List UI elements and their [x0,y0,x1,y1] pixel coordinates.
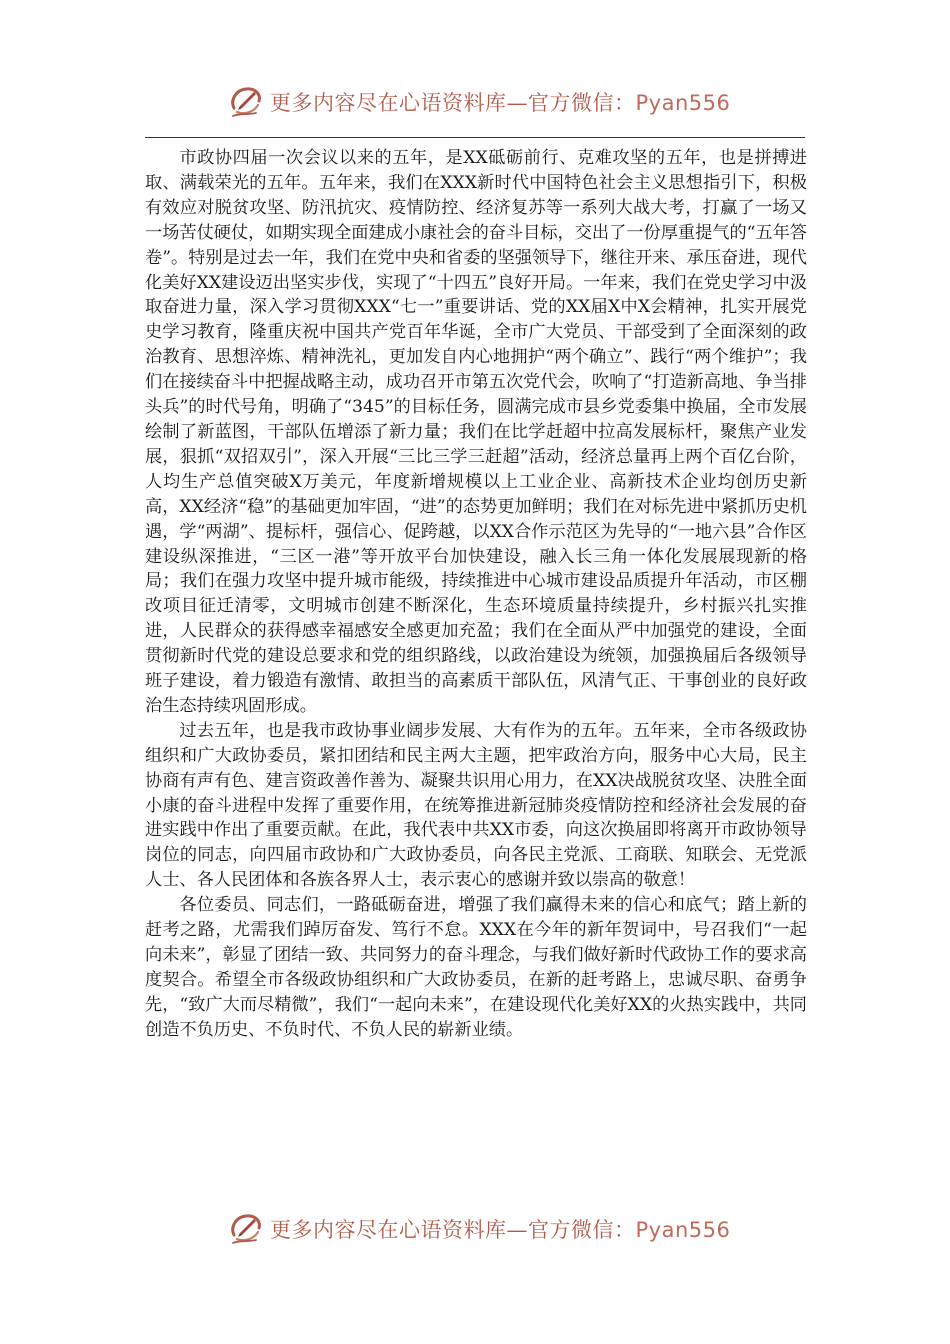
footer-banner [226,1207,746,1251]
footer-wechat-id: Pyan556 [635,1218,731,1242]
paragraph-2: 过去五年，也是我市政协事业阔步发展、大有作为的五年。五年来，全市各级政协组织和广大政协委员，紧扣团结和民主两大主题，把牢政治方向，服务中心大局，民主协商有声有色、建言资政善作善为、凝聚共识用心用力，在XX决战脱贫攻坚、决胜全面小康的奋斗进程中发挥了重要作用，在统筹推进新冠肺炎疫情防控和经济社会发展的奋进实践中作出了重要贡献。在此，我代表中共XX市委，向这次换届即将离开市政协领导岗位的同志，向四届市政协和广大政协委员，向各民主党派、工商联、知联会、无党派人士、各人民团体和各族各界人士，表示衷心的感谢并致以崇高的敬意！ [145,720,807,891]
header-wechat-id: Pyan556 [635,91,731,115]
header-divider [145,137,805,138]
header-banner-label: 更多内容尽在心语资料库—官方微信： [270,91,636,115]
footer-banner-label: 更多内容尽在心语资料库—官方微信： [270,1218,636,1242]
quill-pen-swirl-icon [226,1209,266,1249]
footer-banner-text [270,1214,730,1244]
paragraph-1: 市政协四届一次会议以来的五年，是XX砥砺前行、克难攻坚的五年，也是拼搏进取、满载荣光的五年。五年来，我们在XXX新时代中国特色社会主义思想指引下，积极有效应对脱贫攻坚、防汛抗灾、疫情防控、经济复苏等一系列大战大考，打赢了一场又一场苦仗硬仗，如期实现全面建成小康社会的奋斗目标，交出了一份厚重提气的“五年答卷”。特别是过去一年，我们在党中央和省委的坚强领导下，继往开来、承压奋进，现代化美好XX建设迈出坚实步伐，实现了“十四五”良好开局。一年来，我们在党史学习中汲取奋进力量，深入学习贯彻XXX“七一”重要讲话、党的XX届X中X会精神，扎实开展党史学习教育，隆重庆祝中国共产党百年华诞，全市广大党员、干部受到了全面深刻的政治教育、思想淬炼、精神洗礼，更加发自内心地拥护“两个确立”、践行“两个维护”；我们在接续奋斗中把握战略主动，成功召开市第五次党代会，吹响了“打造新高地、争当排头兵”的时代号角，明确了“345”的目标任务，圆满完成市县乡党委集中换届，全市发展绘制了新蓝图，干部队伍增添了新力量；我们在比学赶超中拉高发展标杆，聚焦产业发展，狠抓“双招双引”，深入开展“三比三学三赶超”活动，经济总量再上两个百亿台阶，人均生产总值突破X万美元，年度新增规模以上工业企业、高新技术企业均创历史新高，XX经济“稳”的基础更加牢固，“进”的态势更加鲜明；我们在对标先进中紧抓历史机遇，学“两湖”、提标杆，强信心、促跨越，以XX合作示范区为先导的“一地六县”合作区建设纵深推进，“三区一港”等开放平台加快建设，融入长三角一体化发展展现新的格局；我们在强力攻坚中提升城市能级，持续推进中心城市建设品质提升年活动，市区棚改项目征迁清零，文明城市创建不断深化，生态环境质量持续提升，乡村振兴扎实推进，人民群众的获得感幸福感安全感更加充盈；我们在全面从严中加强党的建设，全面贯彻新时代党的建设总要求和党的组织路线，以政治建设为统领，加强换届后各级领导班子建设，着力锻造有激情、敢担当的高素质干部队伍，风清气正、干事创业的良好政治生态持续巩固形成。 [145,148,807,716]
quill-pen-swirl-icon [226,82,266,122]
header-banner-text [270,87,730,117]
paragraph-3: 各位委员、同志们，一路砥砺奋进，增强了我们赢得未来的信心和底气；踏上新的赶考之路，尤需我们踔厉奋发、笃行不怠。XXX在今年的新年贺词中，号召我们“一起向未来”，彰显了团结一致、共同努力的奋斗理念，与我们做好新时代政协工作的要求高度契合。希望全市各级政协组织和广大政协委员，在新的赶考路上，忠诚尽职、奋勇争先，“致广大而尽精微”，我们“一起向未来”，在建设现代化美好XX的火热实践中，共同创造不负历史、不负时代、不负人民的崭新业绩。 [145,895,807,1040]
header-banner [226,80,746,124]
document-body [145,146,807,1043]
